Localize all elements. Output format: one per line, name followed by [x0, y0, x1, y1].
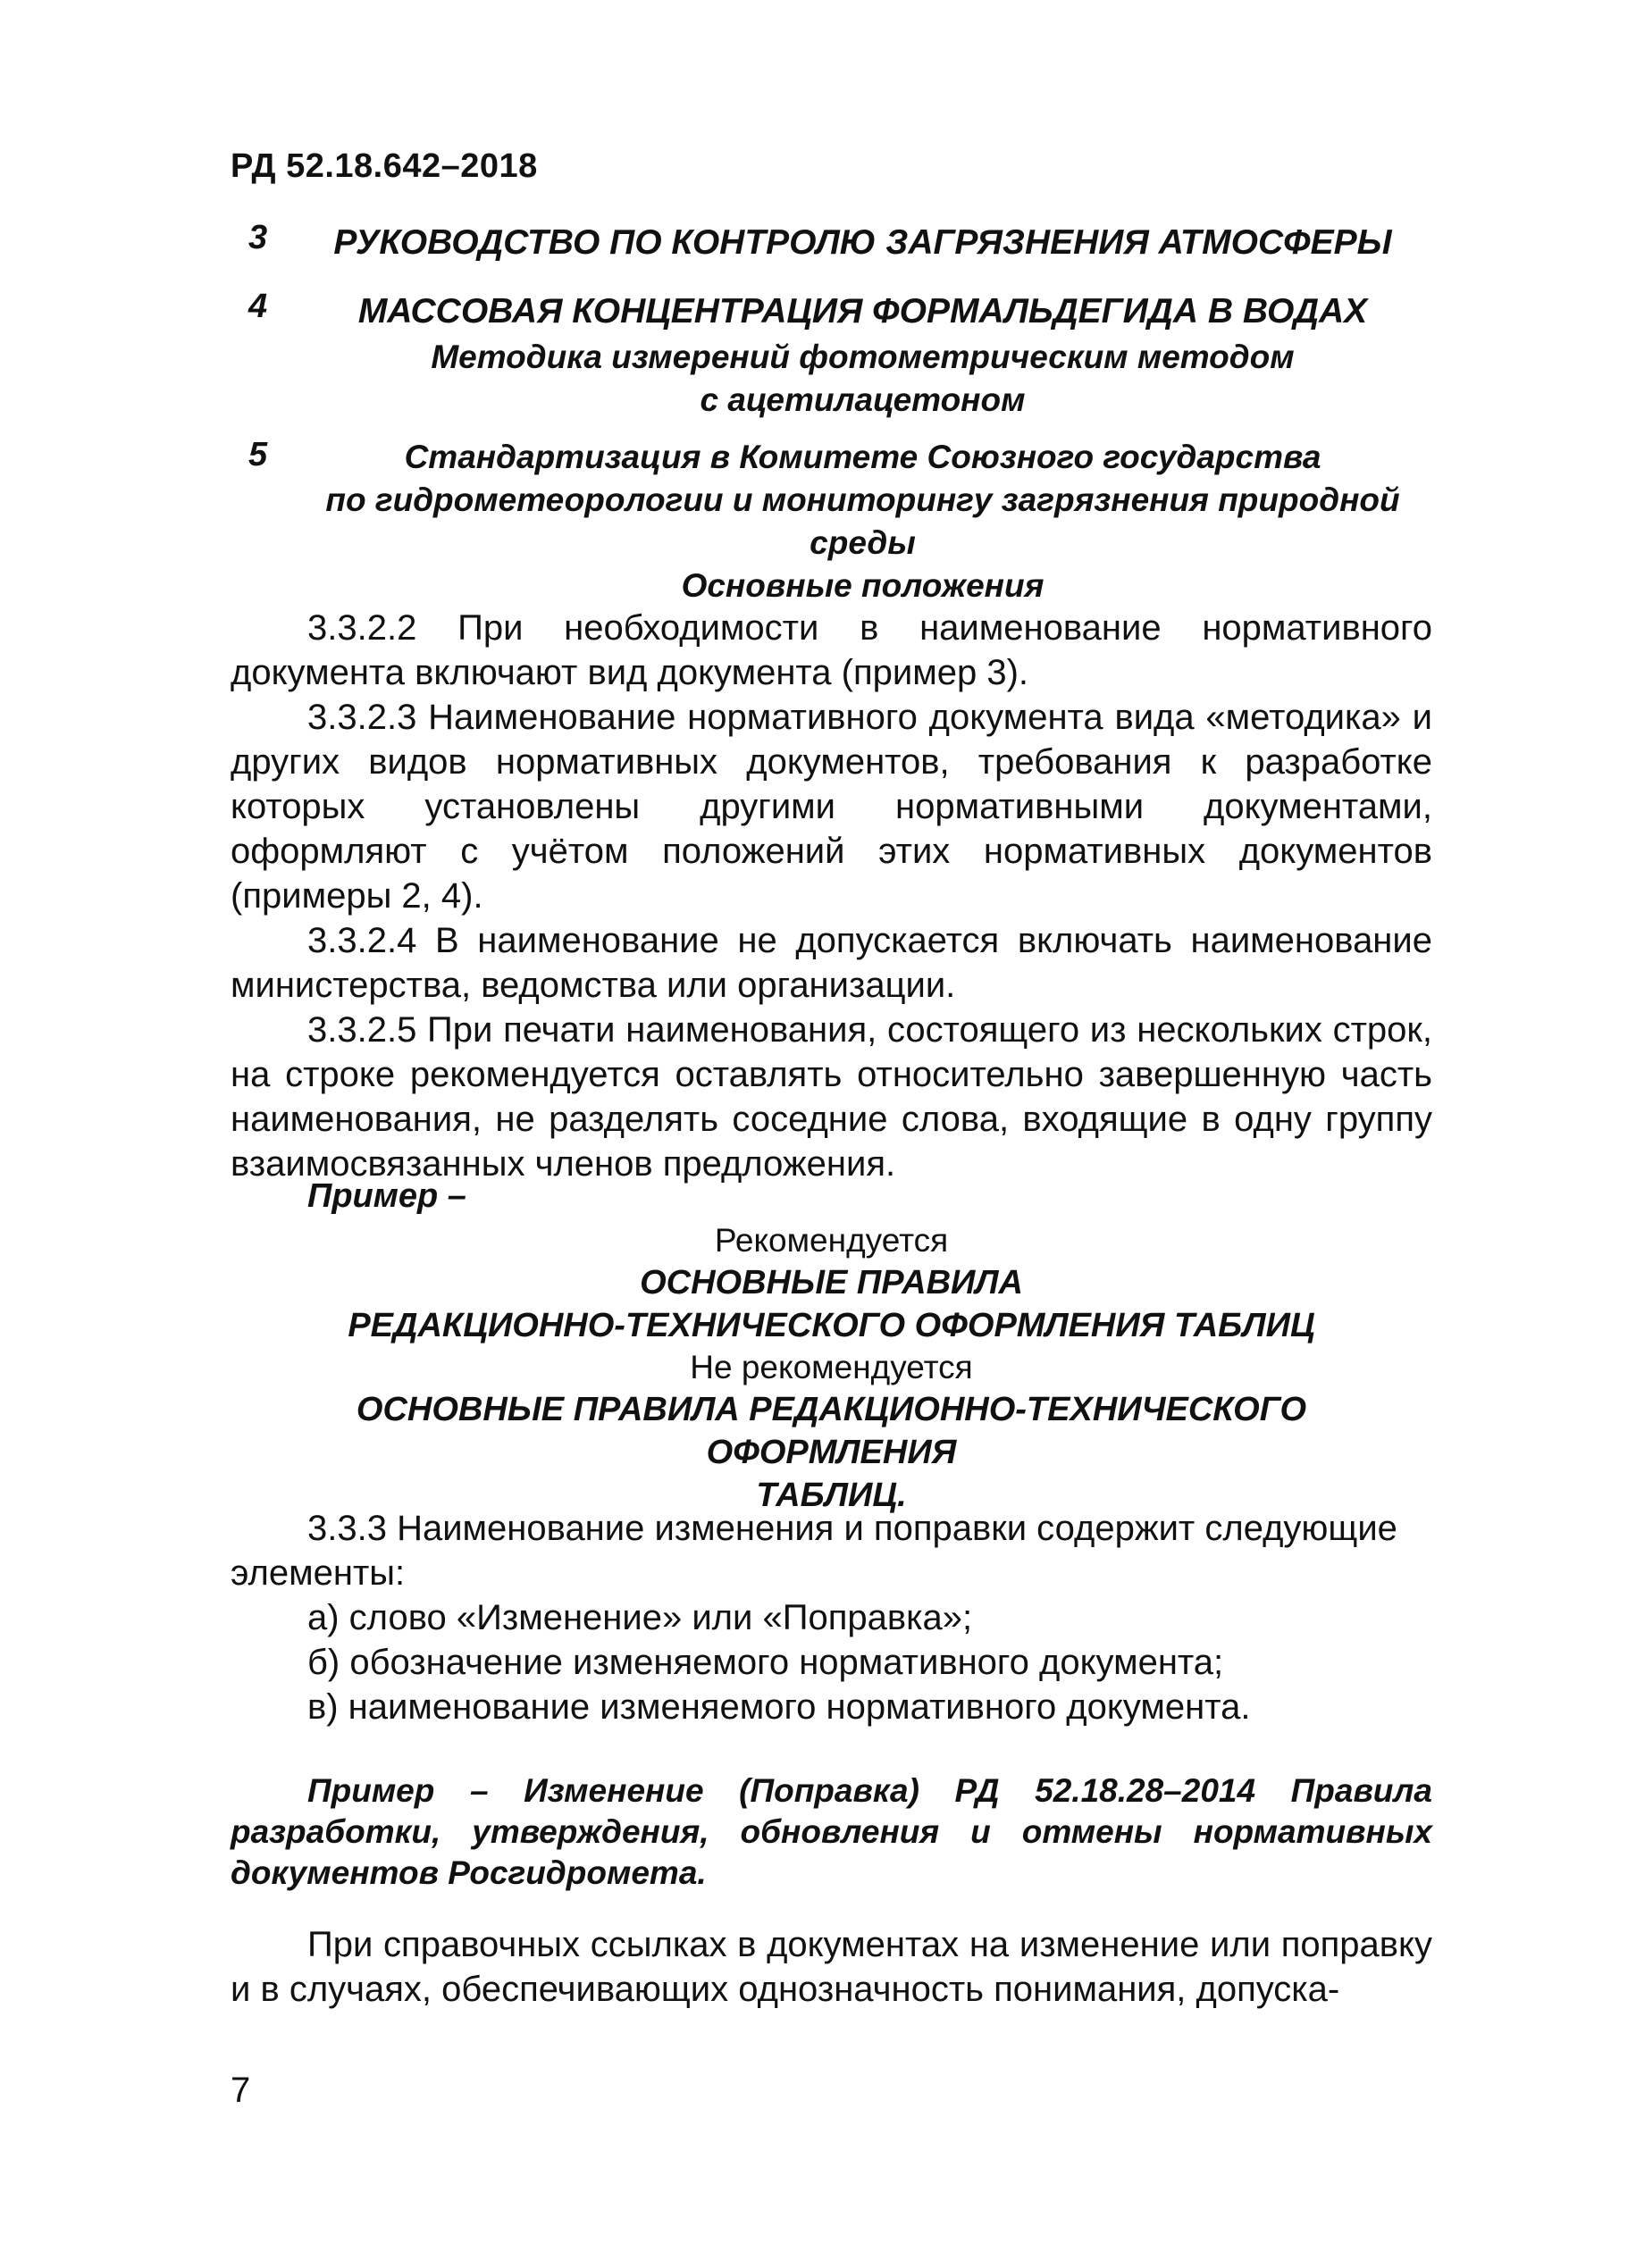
- example-number: 5: [248, 436, 268, 473]
- not-recommended-line: ОСНОВНЫЕ ПРАВИЛА РЕДАКЦИОННО-ТЕХНИЧЕСКОГО ОФОРМЛЕНИЯ: [356, 1391, 1307, 1471]
- example-line: РУКОВОДСТВО ПО КОНТРОЛЮ ЗАГРЯЗНЕНИЯ АТМОСФЕРЫ: [333, 223, 1392, 262]
- example-line: по гидрометеорологии и мониторингу загрязнения природной среды: [325, 481, 1400, 561]
- list-item: а) слово «Изменение» или «Поправка»;: [307, 1598, 973, 1637]
- recommended-line: РЕДАКЦИОННО-ТЕХНИЧЕСКОГО ОФОРМЛЕНИЯ ТАБЛИЦ: [348, 1307, 1315, 1344]
- example-item-4: [231, 288, 1432, 422]
- example-label: Пример –: [307, 1177, 466, 1215]
- not-recommended-label: Не рекомендуется: [690, 1349, 973, 1385]
- final-paragraph: При справочных ссылках в документах на изменение или поправку и в случаях, обеспечивающих однозначность понимания, допуска-: [231, 1925, 1432, 2009]
- page-number: 7: [231, 2071, 251, 2110]
- list-item: в) наименование изменяемого нормативного документа.: [307, 1687, 1251, 1727]
- example-item-5: [231, 436, 1432, 607]
- paragraph-3-3-2-2: 3.3.2.2 При необходимости в наименование нормативного документа включают вид документа (пример 3).: [231, 608, 1432, 692]
- example-number: 3: [248, 219, 268, 256]
- document-code-header: РД 52.18.642–2018: [231, 147, 538, 185]
- example-line: Стандартизация в Комитете Союзного государства: [404, 439, 1321, 475]
- paragraph-3-3-2-3: 3.3.2.3 Наименование нормативного документа вида «методика» и других видов нормативных документов, требования к разработке которых установлены другими нормативными документами, оформляют с учётом положений этих нормативных документов (примеры 2, 4).: [231, 698, 1432, 916]
- example-line: Основные положения: [681, 567, 1045, 604]
- example-line: Методика измерений фотометрическим методом: [431, 339, 1295, 375]
- recommended-label: Рекомендуется: [714, 1222, 949, 1259]
- example-amendment: Пример – Изменение (Поправка) РД 52.18.28–2014 Правила разработки, утверждения, обновления и отмены нормативных документов Росгидромета.: [231, 1772, 1432, 1891]
- clause-paragraphs: [231, 606, 1432, 1186]
- not-recommended-line: ТАБЛИЦ.: [756, 1477, 907, 1514]
- example-recommended-block: [231, 1220, 1432, 1517]
- recommended-line: ОСНОВНЫЕ ПРАВИЛА: [640, 1264, 1023, 1301]
- example-line: МАССОВАЯ КОНЦЕНТРАЦИЯ ФОРМАЛЬДЕГИДА В ВОДАХ: [357, 292, 1368, 331]
- example-number: 4: [248, 288, 268, 325]
- clause-3-3-3-intro: 3.3.3 Наименование изменения и поправки содержит следующие элементы:: [231, 1509, 1397, 1593]
- paragraph-3-3-2-5: 3.3.2.5 При печати наименования, состоящего из нескольких строк, на строке рекомендуется оставлять относительно завершенную часть наименования, не разделять соседние слова, входящие в одну группу взаимосвязанных членов предложения.: [231, 1010, 1432, 1184]
- clause-3-3-3: [231, 1506, 1432, 1729]
- list-item: б) обозначение изменяемого нормативного документа;: [307, 1643, 1224, 1682]
- example-item-3: [231, 219, 1432, 267]
- example-line: с ацетилацетоном: [700, 381, 1026, 418]
- paragraph-3-3-2-4: 3.3.2.4 В наименование не допускается включать наименование министерства, ведомства или организации.: [231, 921, 1432, 1005]
